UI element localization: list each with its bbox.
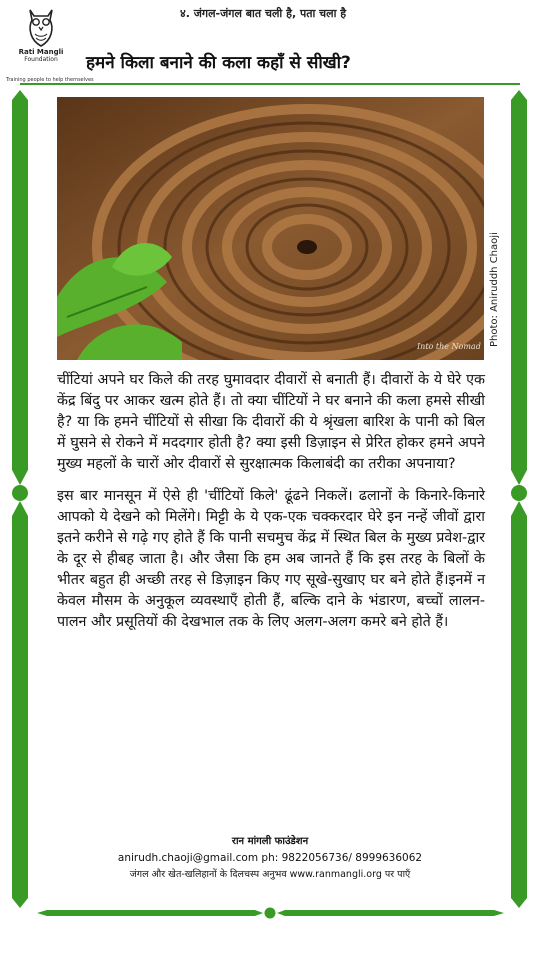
footer	[40, 834, 500, 882]
foundation-logo	[6, 6, 94, 84]
paragraph-2: इस बार मानसून में ऐसे ही 'चींटियों किले' ढूंढने निकलें। ढलानों के किनारे-किनारे आपको ये देखने को मिलेंगे। मिट्टी के ये एक-एक चक्करदार घेरे इन नन्हें जीवों द्वारा इतने करीने से गढ़े गए होते हैं कि पानी सचमुच केंद्र में स्थित बिल के मुख्य प्रवेश-द्वार के दूर से हीबह जाता है। और जैसा कि हम अब जानते हैं कि इस तरह के बिलों के भीतर बहुत ही अच्छी तरह से डिज़ाइन किए गए सूखे-सुखाए घर बने होते हैं।इनमें न केवल मौसम के अनुकूल व्यवस्थाएँ होती हैं, बल्कि दाने के भंडारण, बच्चों लालन-पालन और प्रसूतियों की देखभाल तक के लिए अलग-अलग कमरे बने होते हैं।	[57, 488, 485, 630]
paragraph-1: चींटियां अपने घर किले की तरह घुमावदार दीवारों से बनाती हैं। दीवारों के ये घेरे एक केंद्र बिंदु पर आकर खत्म होते हैं। तो क्या चींटियों ने घर बनाने की कला हमसे सीखी है? या कि हमने चींटियों से सीखा कि दीवारों की ये श्रृंखला बारिश के पानी को बिल में घुसने से रोकने में मददगार होती है? क्या इसी डिज़ाइन से प्रेरित होकर हमने अपने मुख्य महलों के चारों ओर दीवारों से सुरक्षात्मक किलाबंदी का तरीका अपनाया?	[57, 372, 485, 472]
logo-tagline: Training people to help themselves	[6, 77, 94, 83]
bottom-divider	[37, 906, 504, 920]
owl-icon	[24, 6, 58, 48]
series-subtitle: ४. जंगल-जंगल बात चली है, पता चला है	[180, 7, 347, 20]
footer-contact: anirudh.chaoji@gmail.com ph: 9822056736/ 8999636062	[117, 852, 423, 864]
logo-name-line1: Rati Mangli	[18, 48, 64, 56]
photo-credit: Photo: Aniruddh Chaoji	[489, 232, 500, 347]
ant-fort-photo	[57, 97, 484, 360]
page-title: हमने किला बनाने की कला कहाँ से सीखी?	[86, 53, 351, 73]
header-divider	[20, 83, 520, 85]
footer-promo: जंगल और खेत-खलिहानों के दिलचस्प अनुभव www.ranmangli.org पर पाएँ	[129, 869, 411, 880]
photo-watermark: Into the Nomad	[417, 342, 481, 351]
article-body	[57, 370, 485, 644]
logo-name-line2: Foundation	[24, 56, 58, 63]
right-border-decoration	[509, 90, 529, 908]
left-border-decoration	[10, 90, 30, 908]
footer-org-name: रान मांगली फाउंडेशन	[231, 836, 309, 847]
